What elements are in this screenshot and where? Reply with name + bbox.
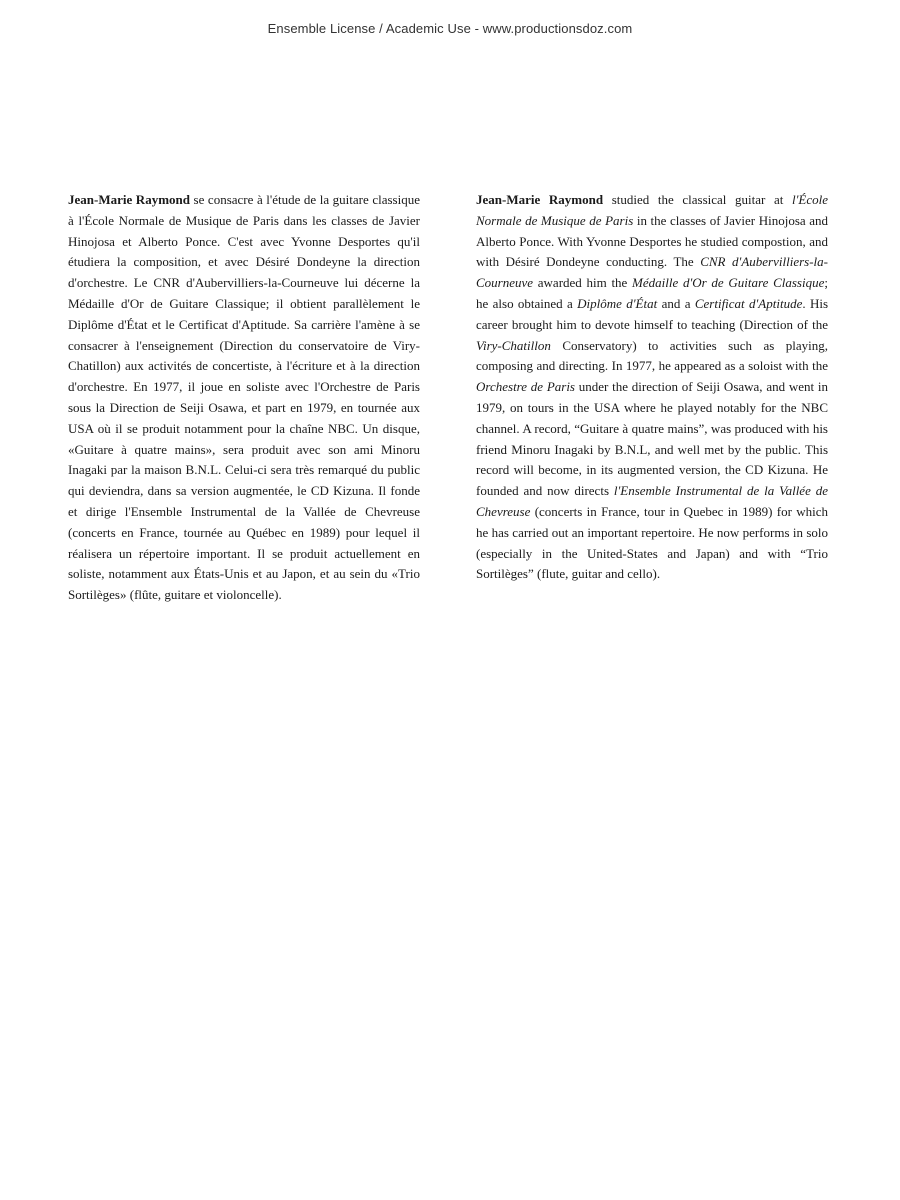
bio-en-italic-8: l'Ensemble Instrumental de la Vallée de Chevreuse [476,483,828,519]
bio-en-italic-4: Diplôme d'État [577,295,658,311]
license-header: Ensemble License / Academic Use - www.productionsdoz.com [267,21,633,36]
bio-en-italic-5: Certificat d'Aptitude [694,295,803,311]
bio-en-italic-2: CNR d'Aubervilliers-la-Courneuve [476,254,828,291]
bio-en-text-5: and a [657,295,695,311]
bio-en-italic-7: Orchestre de Paris [476,379,575,395]
bio-en-text-9: (concerts in France, tour in Quebec in 1989) for which he has carried out an important repertoire. He now performs in solo (especially in the United-States and Japan) and with “Trio Sortilèges” (flute, guitar and cello). [476,503,828,582]
artist-name-fr: Jean-Marie Raymond [68,192,190,207]
bio-en-text-7: Conservatory) to activities such as playing, composing and directing. In 1977, he appeared as a soloist with the [476,337,828,374]
bio-en-text-1: studied the classical guitar at [603,192,792,207]
bio-en-italic-3: Médaille d'Or de Guitare Classique [632,275,825,291]
biography-french-paragraph [68,190,420,606]
bio-en-text-8: under the direction of Seiji Osawa, and went in 1979, on tours in the USA where he played notably for the NBC channel. A record, “Guitare à quatre mains”, was produced with his friend Minoru Inagaki by B.N.L, and well met by the public. This record will become, in its augmented version, the CD Kizuna. He founded and now directs [476,379,828,499]
bio-en-text-3: awarded him the [533,275,633,291]
bio-en-text-6: . His career brought him to devote himself to teaching (Direction of the [476,295,829,332]
bio-en-italic-1: l'École Normale de Musique de Paris [476,192,828,228]
bio-en-text-4: ; he also obtained a [476,275,828,311]
biography-fr-text: se consacre à l'étude de la guitare classique à l'École Normale de Musique de Paris dans les classes de Javier Hinojosa et Alberto Ponce. C'est avec Yvonne Desportes qu'il étudiera la composition, et avec Désiré Dondeyne la direction d'orchestre. Le CNR d'Aubervilliers-la-Courneuve lui décerne la Médaille d'Or de Guitare Classique; il obtient parallèlement le Diplôme d'État et le Certificat d'Aptitude. Sa carrière l'amène à se consacrer à l'enseignement (Direction du conservatoire de Viry-Chatillon) aux activités de concertiste, à l'écriture et à la direction d'orchestre. En 1977, il joue en soliste avec l'Orchestre de Paris sous la Direction de Seiji Osawa, et part en 1979, en tournée aux USA où il se produit notamment pour la chaîne NBC. Un disque, «Guitare à quatre mains», sera produit avec son ami Minoru Inagaki par la maison B.N.L. Celui-ci sera très remarqué du public qui deviendra, dans sa version augmentée, le CD Kizuna. Il fonde et dirige l'Ensemble Instrumental de la Vallée de Chevreuse (concerts en France, tournée au Québec en 1989) pour lequel il réalisera un répertoire important. Il se produit actuellement en soliste, notamment aux États-Unis et au Japon, et au sein du «Trio Sortilèges» (flûte, guitare et violoncelle). [68,192,420,603]
bio-en-italic-6: Viry-Chatillon [476,337,551,353]
biography-english-paragraph [476,190,828,585]
biography-english [476,190,828,585]
artist-name-en: Jean-Marie Raymond [476,192,604,207]
bio-en-text-2: in the classes of Javier Hinojosa and Alberto Ponce. With Yvonne Desportes he studied compostion, and with Désiré Dondeyne conducting. The [476,212,828,270]
biography-french [68,190,420,606]
